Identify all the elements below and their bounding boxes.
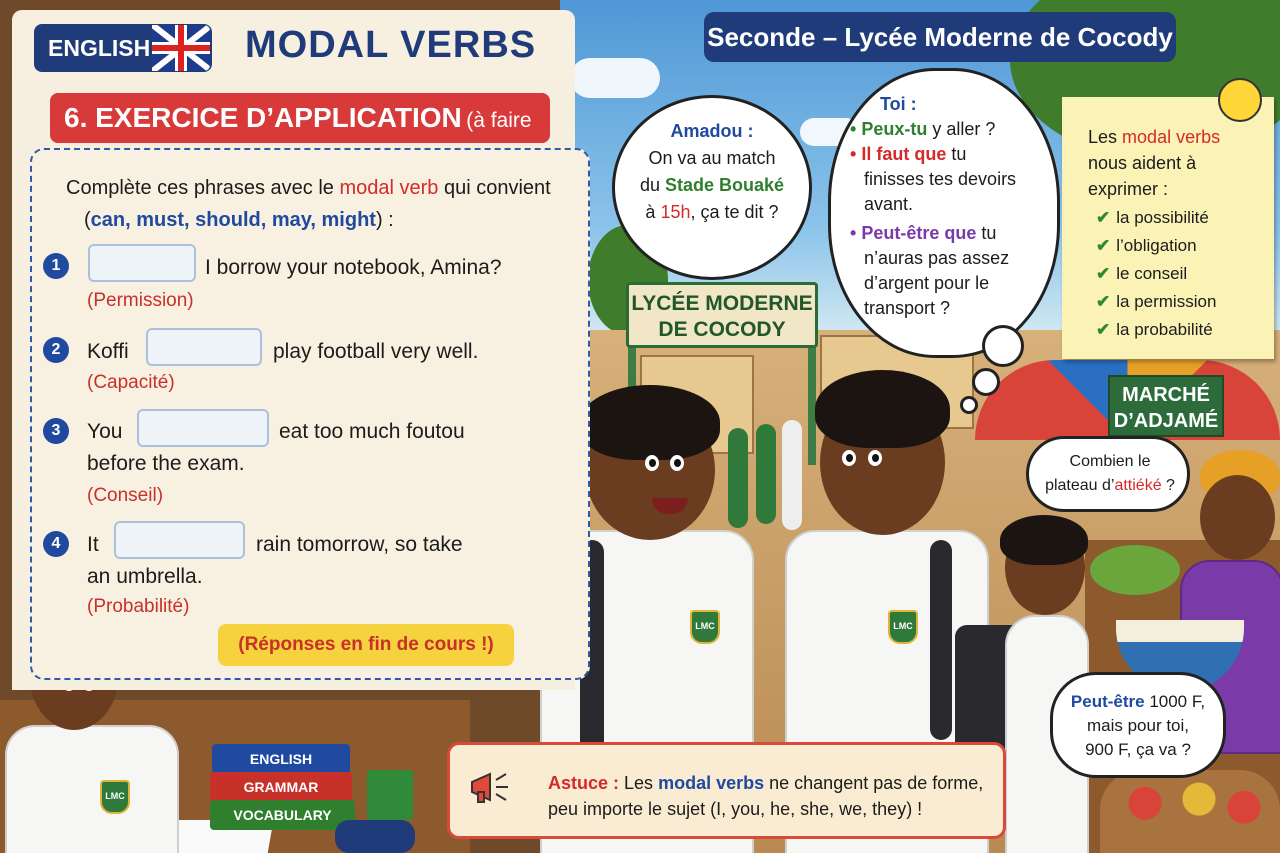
question-4-subject: It [87,533,99,556]
note-item-label: l’obligation [1116,236,1197,255]
answer-input-3[interactable] [137,409,269,447]
price-line1b: 1000 F, [1144,692,1206,711]
amadou-line3a: à [645,202,656,222]
market-sign-line1: MARCHÉ [1122,384,1210,406]
question-number-4: 4 [43,531,69,557]
note-item-label: la permission [1116,292,1217,311]
exercise-heading [50,93,550,143]
eye [670,455,684,471]
cloud [570,58,660,98]
amadou-time: 15h [660,202,691,222]
megaphone-icon [468,768,514,808]
exercise-instruction [66,172,551,236]
school-badge: LMC [888,610,918,644]
note-modal-verbs: modal verbs [1122,127,1221,147]
tip-text [548,770,983,822]
instruction-text-end: qui convient [443,177,551,199]
eye [868,450,882,466]
exercise-heading-note: (à faire [466,109,532,132]
class-banner: Seconde – Lycée Moderne de Cocody [704,12,1176,62]
thought-dot [982,325,1024,367]
market-bubble-text [1040,450,1180,498]
question-number-1: 1 [43,253,69,279]
amadou-line1: On va au match [648,148,776,168]
language-tag: ENGLISH [34,24,212,72]
question-2-text: play football very well. [273,340,479,363]
check-icon: ✔ [1096,320,1111,339]
note-line2: nous aident à [1088,153,1197,173]
tip-text2: ne changent pas de forme, [769,773,984,793]
market-sign-line2: D’ADJAMÉ [1113,410,1219,432]
note-line1a: Les [1088,127,1118,147]
market-attieke: attiéké [1114,477,1162,494]
note-intro [1088,124,1220,202]
pencil-cup [367,770,413,820]
pencil-case [335,820,415,853]
question-2-subject: Koffi [87,340,129,363]
choice-can: can, [90,209,131,231]
tip-modal: modal verbs [658,773,765,793]
toi-item3-d: d’argent pour le [864,273,990,293]
bullet: • [850,144,857,164]
toi-item3-modal: Peut-être que [861,223,977,243]
amadou-bubble-text [630,118,794,226]
school-sign-line1: LYCÉE MODERNE [631,292,813,315]
question-3-hint: (Conseil) [87,485,164,506]
book-grammar: GRAMMAR [210,772,352,802]
choice-might: might [321,209,376,231]
market-line2c: ? [1161,477,1175,494]
eye [842,450,856,466]
toi-speaker: Toi : [880,94,917,114]
book-english: ENGLISH [212,744,350,774]
amadou-line2a: du [639,175,660,195]
choice-must: must, [136,209,190,231]
answer-input-4[interactable] [114,521,245,559]
toi-item3-b: tu [981,223,997,243]
question-1-text: I borrow your notebook, Amina? [205,256,502,279]
question-number-3: 3 [43,418,69,444]
tip-text1: Les [624,773,654,793]
fruits-basket [1100,770,1280,853]
price-modal: Peut-être [1070,692,1145,711]
note-item-permission [1096,292,1216,312]
price-line3: 900 F, ça va ? [1085,740,1191,759]
toi-item2-c: finisses tes devoirs [864,169,1017,189]
question-4-text-line2: an umbrella. [87,565,203,588]
vegetables [1090,545,1180,595]
question-3-text: eat too much foutou [279,420,465,443]
check-icon: ✔ [1096,208,1111,227]
tip-label: Astuce : [548,773,620,793]
question-1-hint: (Permission) [87,290,194,311]
amadou-speaker: Amadou : [670,121,754,141]
toi-item2-b: tu [951,144,967,164]
note-item-label: le conseil [1116,264,1188,283]
note-line3: exprimer : [1088,179,1169,199]
school-sign-line2: DE COCODY [658,318,786,341]
page-title: MODAL VERBS [245,24,537,66]
bullet: • [850,223,857,243]
lightbulb-icon [1218,78,1262,122]
question-2-hint: (Capacité) [87,372,175,393]
toi-item3-e: transport ? [864,298,951,318]
backpack-strap [930,540,952,740]
toi-item2-modal: Il faut que [861,144,947,164]
answer-input-1[interactable] [88,244,196,282]
note-item-obligation [1096,236,1197,256]
question-4-hint: (Probabilité) [87,596,190,617]
head [1200,475,1275,560]
thought-dot [960,396,978,414]
question-number-2: 2 [43,337,69,363]
amadou-line3c: , ça te dit ? [690,202,779,222]
tip-line2: peu importe le sujet (I, you, he, she, we, they) ! [548,799,923,819]
hair [815,370,950,448]
toi-item2-d: avant. [864,194,914,214]
question-3-subject: You [87,420,123,443]
hair [1000,515,1088,565]
choices-close: ) : [375,209,394,231]
answer-input-2[interactable] [146,328,262,366]
toi-item1-rest: y aller ? [932,119,996,139]
choice-should: should, [195,209,267,231]
note-item-label: la probabilité [1116,320,1213,339]
toi-item1-modal: Peux-tu [861,119,928,139]
note-item-advice [1096,264,1187,284]
note-item-probability [1096,320,1213,340]
toi-bubble-text [850,92,1050,321]
book-vocabulary: VOCABULARY [210,800,355,830]
price-bubble-text [1062,690,1214,762]
note-item-label: la possibilité [1116,208,1209,227]
amadou-stadium: Stade Bouaké [665,175,785,195]
market-line1: Combien le [1069,453,1151,470]
market-line2a: plateau d’ [1045,477,1115,494]
note-item-possibility [1096,208,1209,228]
school-badge: LMC [690,610,720,644]
question-4-text: rain tomorrow, so take [256,533,463,556]
price-line2: mais pour toi, [1086,716,1190,735]
instruction-text: Complète ces phrases avec le [66,177,334,199]
school-badge: LMC [100,780,130,814]
thought-dot [972,368,1000,396]
shirt [5,725,179,853]
hair [580,385,720,460]
check-icon: ✔ [1096,236,1111,255]
check-icon: ✔ [1096,264,1111,283]
exercise-heading-title: 6. EXERCICE D’APPLICATION [64,102,462,133]
school-sign [626,282,818,348]
eye [645,455,659,471]
choices-open: ( [84,209,91,231]
bullet: • [850,119,857,139]
answers-note: (Réponses en fin de cours !) [218,624,514,666]
toi-item3-c: n’auras pas assez [864,248,1010,268]
market-sign [1108,375,1224,437]
check-icon: ✔ [1096,292,1111,311]
uk-flag-icon [152,25,210,71]
question-3-text-line2: before the exam. [87,452,245,475]
choice-may: may, [271,209,316,231]
instruction-modal-verb: modal verb [339,177,439,199]
